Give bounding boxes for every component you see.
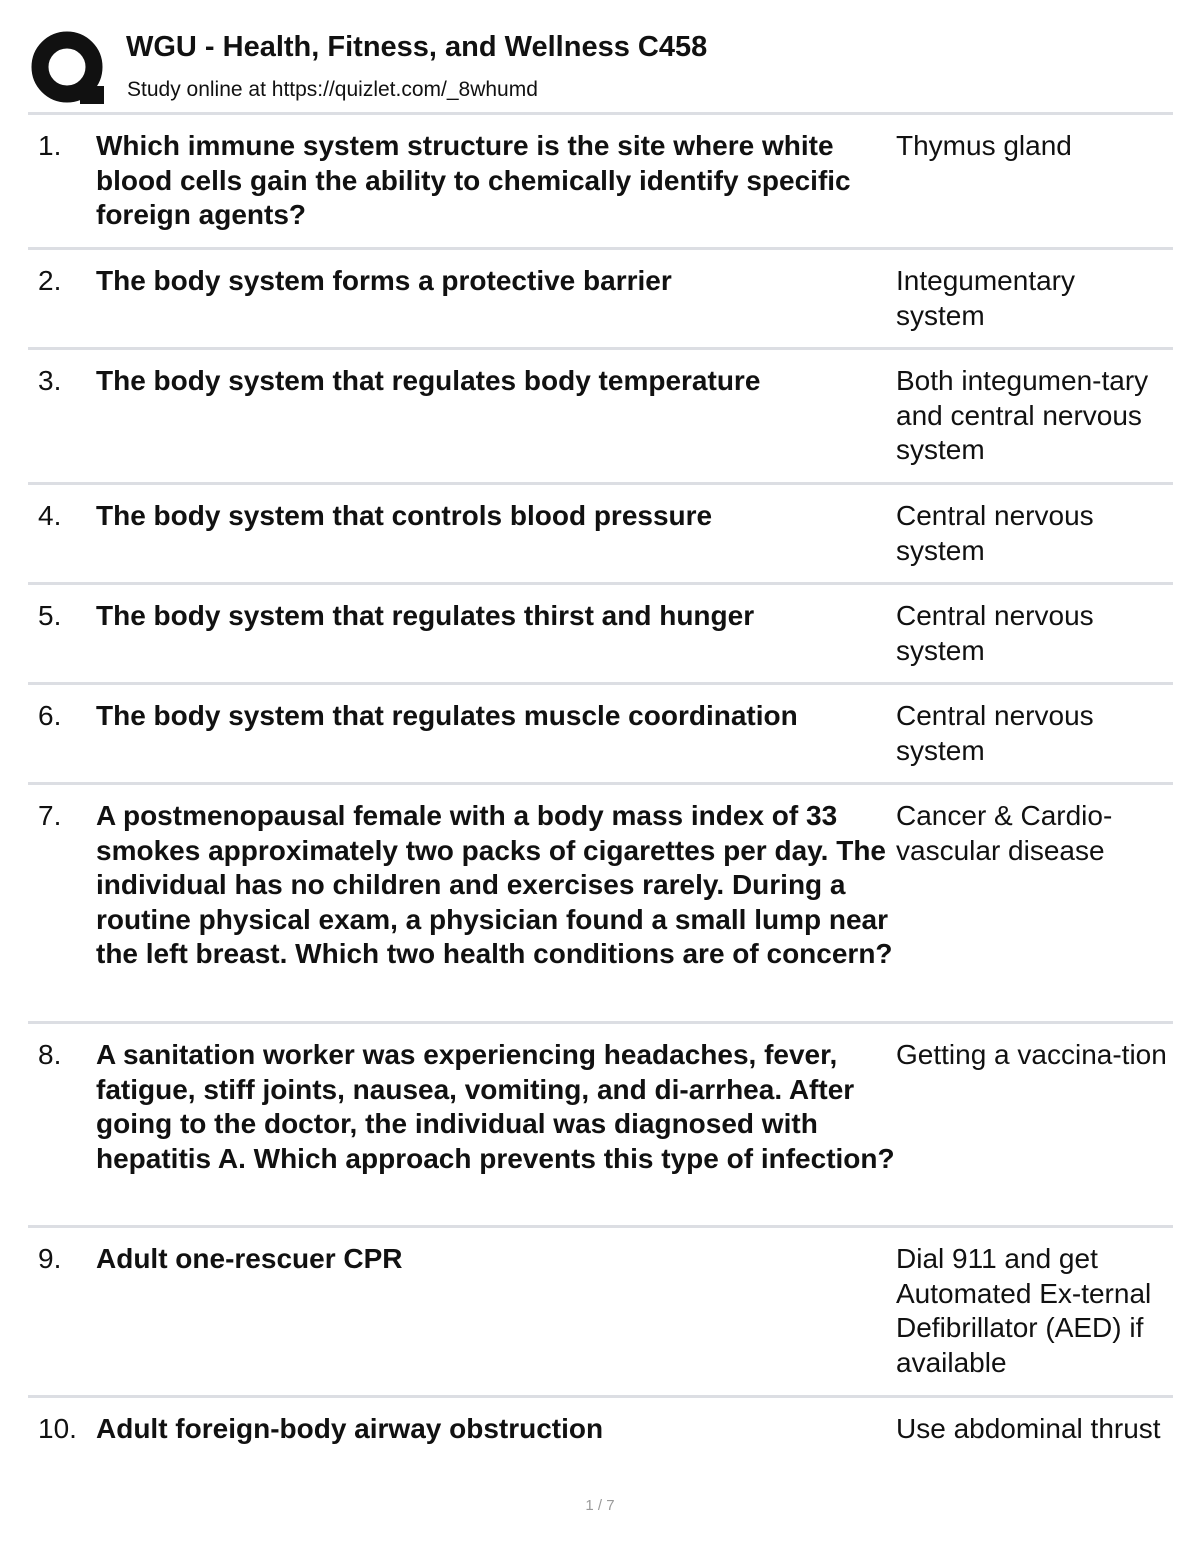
- card-definition: Both integumen-tary and central nervous system: [896, 365, 1149, 465]
- study-online-link[interactable]: Study online at https://quizlet.com/_8whumd: [127, 78, 538, 101]
- flashcard-row: [28, 1225, 1173, 1395]
- flashcard-row: [28, 1021, 1173, 1225]
- flashcard-row: [28, 482, 1173, 582]
- card-term: Which immune system structure is the site where white blood cells gain the ability to chemically identify specific foreign agents?: [96, 130, 851, 230]
- card-number: 4.: [38, 500, 62, 531]
- card-term: A sanitation worker was experiencing headaches, fever, fatigue, stiff joints, nausea, vomiting, and di-arrhea. After going to the doctor, the individual was diagnosed with hepatitis A. Which approach prevents this type of infection?: [96, 1039, 895, 1174]
- card-term: Adult one-rescuer CPR: [96, 1243, 403, 1274]
- card-number: 1.: [38, 130, 62, 161]
- card-number: 3.: [38, 365, 62, 396]
- card-number: 5.: [38, 600, 62, 631]
- card-definition: Thymus gland: [896, 130, 1072, 161]
- card-definition: Cancer & Cardio-vascular disease: [896, 800, 1113, 866]
- card-term: The body system that controls blood pressure: [96, 500, 713, 531]
- card-number: 10.: [38, 1413, 77, 1444]
- card-term: A postmenopausal female with a body mass index of 33 smokes approximately two packs of cigarettes per day. The individual has no children and exercises rarely. During a routine physical exam, a physician found a small lump near the left breast. Which two health conditions are of concern?: [96, 800, 893, 969]
- card-term: The body system that regulates thirst and hunger: [96, 600, 755, 631]
- card-definition: Central nervous system: [896, 700, 1094, 766]
- page-number: 1 / 7: [585, 1497, 615, 1514]
- card-term: The body system forms a protective barrier: [96, 265, 672, 296]
- card-number: 8.: [38, 1039, 62, 1070]
- card-term: Adult foreign-body airway obstruction: [96, 1413, 604, 1444]
- card-definition: Central nervous system: [896, 600, 1094, 666]
- flashcard-row: [28, 1395, 1173, 1505]
- document-title: WGU - Health, Fitness, and Wellness C458: [126, 31, 708, 63]
- card-term: The body system that regulates body temperature: [96, 365, 761, 396]
- card-number: 6.: [38, 700, 62, 731]
- card-definition: Central nervous system: [896, 500, 1094, 566]
- flashcard-row: [28, 682, 1173, 782]
- card-definition: Integumentary system: [896, 265, 1075, 331]
- flashcard-row: [28, 247, 1173, 347]
- flashcard-row: [28, 347, 1173, 482]
- flashcard-row: [28, 582, 1173, 682]
- card-definition: Use abdominal thrust: [896, 1413, 1161, 1444]
- card-number: 7.: [38, 800, 62, 831]
- flashcard-row: [28, 112, 1173, 247]
- card-definition: Dial 911 and get Automated Ex-ternal Defibrillator (AED) if available: [896, 1243, 1152, 1378]
- card-number: 9.: [38, 1243, 62, 1274]
- flashcard-list: [28, 112, 1173, 1505]
- card-definition: Getting a vaccina-tion: [896, 1039, 1167, 1070]
- card-number: 2.: [38, 265, 62, 296]
- flashcard-row: [28, 782, 1173, 1021]
- card-term: The body system that regulates muscle coordination: [96, 700, 798, 731]
- quizlet-q-logo-icon: [30, 30, 108, 108]
